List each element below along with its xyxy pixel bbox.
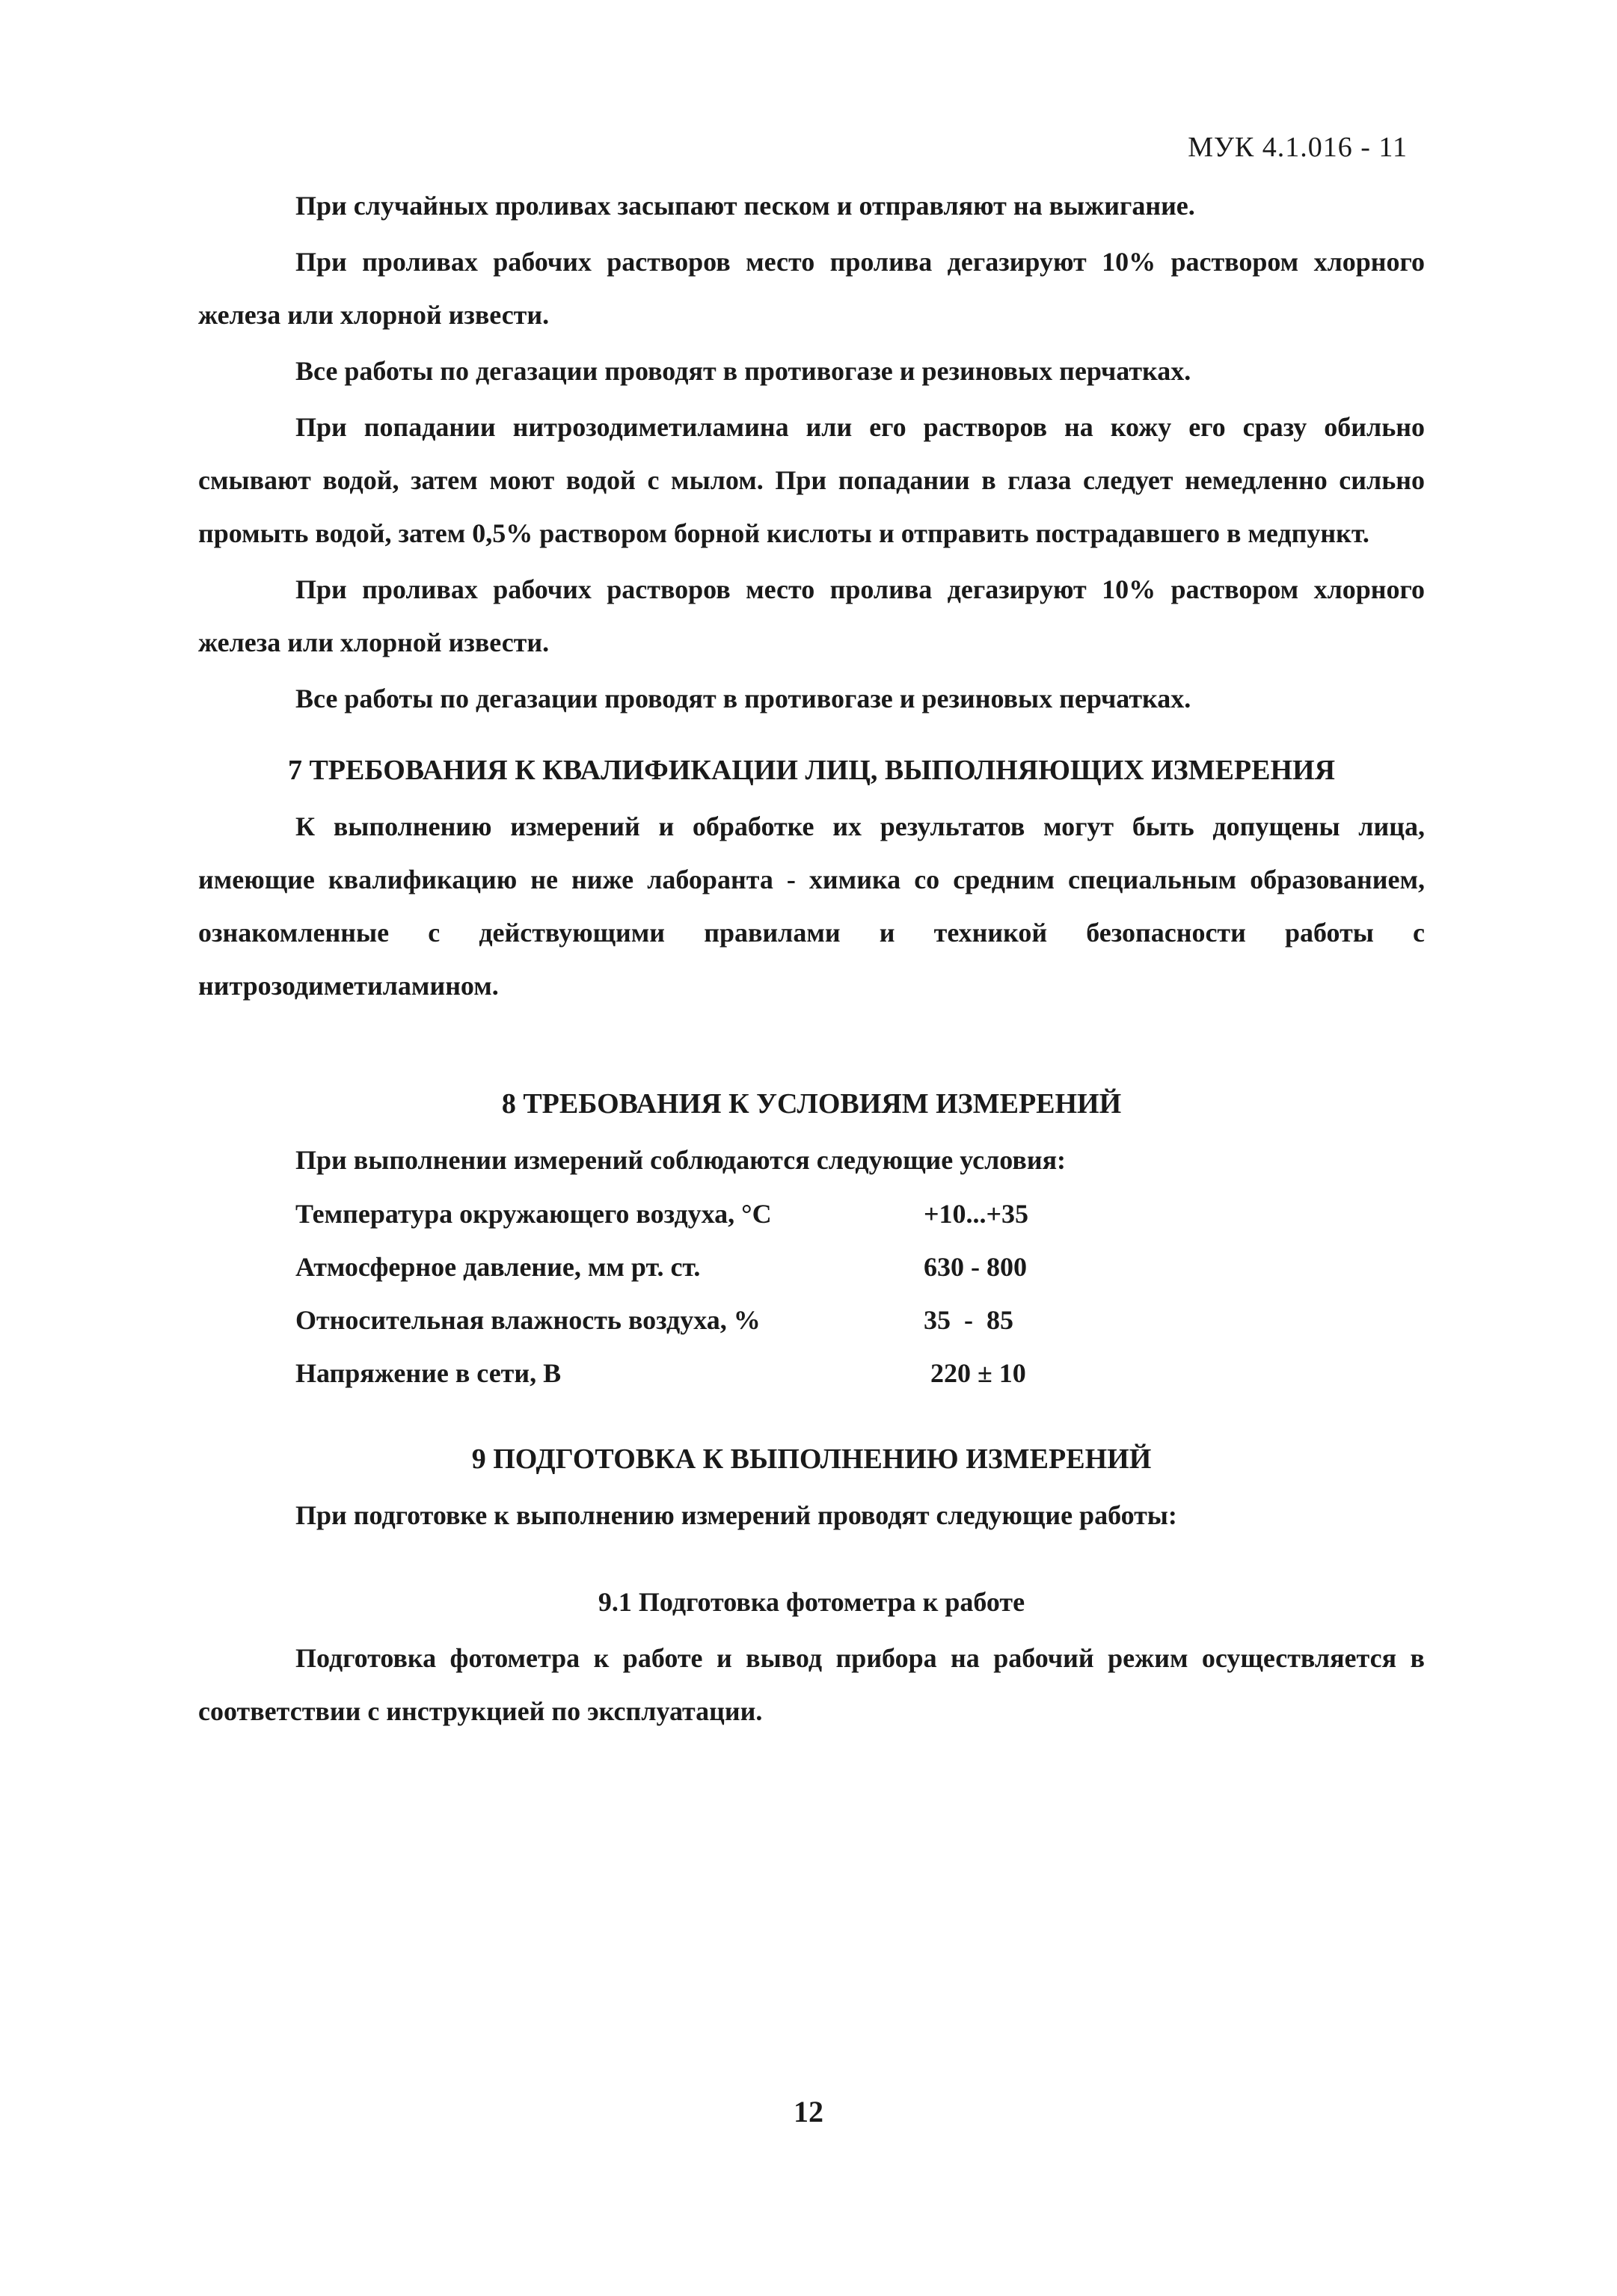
paragraph-degas-1: При проливах рабочих растворов место пролива дегазируют 10% раствором хлорного железа или хлорной извести. <box>198 247 1425 330</box>
section-7-text: К выполнению измерений и обработке их результатов могут быть допущены лица, имеющие квалификацию не ниже лаборанта - химика со средним специальным образованием, ознакомленные с действующими правилами и техникой безопасности работы с нитрозодиметиламином. <box>198 811 1425 1001</box>
section-9-intro: При подготовке к выполнению измерений проводят следующие работы: <box>295 1500 1177 1530</box>
section-8-title: 8 ТРЕБОВАНИЯ К УСЛОВИЯМ ИЗМЕРЕНИЙ <box>501 1088 1122 1120</box>
condition-row <box>295 1346 1148 1399</box>
condition-row <box>295 1240 1148 1293</box>
condition-row <box>295 1187 1148 1240</box>
condition-label: Атмосферное давление, мм рт. ст. <box>295 1251 701 1282</box>
document-body <box>198 179 1425 1738</box>
condition-row <box>295 1293 1148 1346</box>
subsection-9-1-title: 9.1 Подготовка фотометра к работе <box>598 1587 1025 1617</box>
condition-value: 35 - 85 <box>924 1304 1013 1335</box>
paragraph-gasmask-1: Все работы по дегазации проводят в противогазе и резиновых перчатках. <box>295 356 1191 386</box>
conditions-table <box>295 1187 1148 1399</box>
paragraph-spill-sand: При случайных проливах засыпают песком и отправляют на выжигание. <box>295 191 1195 221</box>
condition-label: Температура окружающего воздуха, °С <box>295 1198 772 1229</box>
condition-value: 220 ± 10 <box>924 1357 1026 1388</box>
section-9-title: 9 ПОДГОТОВКА К ВЫПОЛНЕНИЮ ИЗМЕРЕНИЙ <box>471 1443 1152 1475</box>
paragraph-skin-contact: При попадании нитрозодиметиламина или его растворов на кожу его сразу обильно смывают водой, затем моют водой с мылом. При попадании в глаза следует немедленно сильно промыть водой, затем 0,5% раствором борной кислоты и отправить пострадавшего в медпункт. <box>198 412 1425 548</box>
condition-value: +10...+35 <box>924 1198 1029 1229</box>
section-7-title: 7 ТРЕБОВАНИЯ К КВАЛИФИКАЦИИ ЛИЦ, ВЫПОЛНЯЮЩИХ ИЗМЕРЕНИЯ <box>287 755 1336 786</box>
page-number: 12 <box>794 2095 823 2128</box>
document-code-header: МУК 4.1.016 - 11 <box>1188 132 1408 163</box>
condition-label: Относительная влажность воздуха, % <box>295 1304 761 1335</box>
condition-value: 630 - 800 <box>924 1251 1027 1282</box>
subsection-9-1-text: Подготовка фотометра к работе и вывод прибора на рабочий режим осуществляется в соответствии с инструкцией по эксплуатации. <box>198 1643 1425 1726</box>
condition-label: Напряжение в сети, В <box>295 1357 562 1388</box>
paragraph-gasmask-2: Все работы по дегазации проводят в противогазе и резиновых перчатках. <box>295 684 1191 713</box>
section-8-intro: При выполнении измерений соблюдаются следующие условия: <box>295 1145 1067 1175</box>
paragraph-degas-2: При проливах рабочих растворов место пролива дегазируют 10% раствором хлорного железа или хлорной извести. <box>198 574 1425 657</box>
